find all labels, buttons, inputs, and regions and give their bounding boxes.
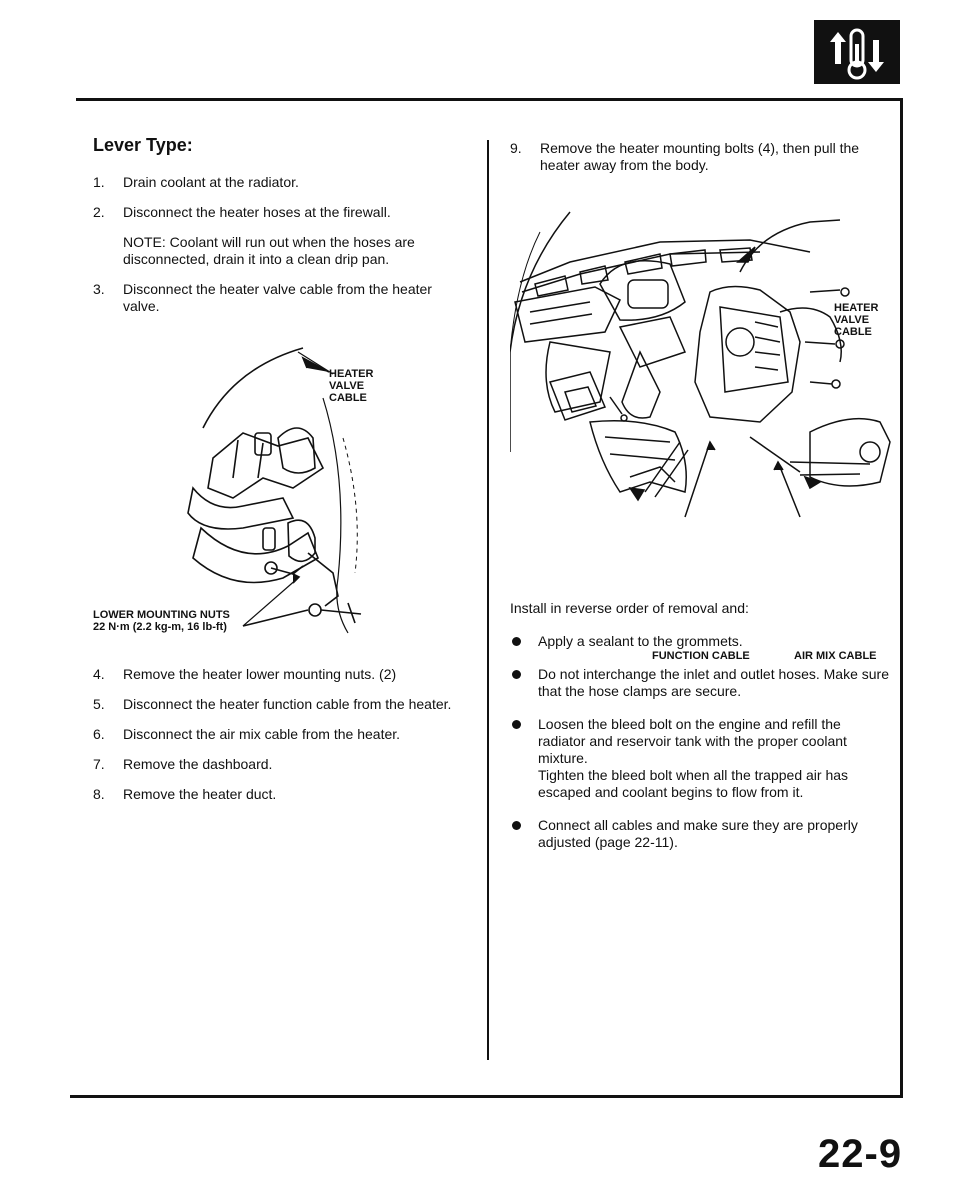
step-1: 1. Drain coolant at the radiator. (93, 174, 299, 190)
air-mix-cable-callout: AIR MIX CABLE (794, 650, 877, 662)
step-6: 6. Disconnect the air mix cable from the heater. (93, 726, 401, 742)
step-9: 9. Remove the heater mounting bolts (4), then pull the heater away from the body. (510, 140, 860, 173)
top-rule (76, 98, 902, 101)
page-number: 22-9 (818, 1132, 903, 1176)
column-divider (487, 140, 489, 1060)
right-rule (900, 98, 903, 1098)
bullet-dot-icon (510, 716, 538, 801)
function-cable-callout: FUNCTION CABLE (652, 650, 750, 662)
install-intro: Install in reverse order of removal and: (510, 600, 749, 616)
bullet-item: Apply a sealant to the grommets. (510, 633, 892, 650)
bullet-item: Do not interchange the inlet and outlet hoses. Make sure that the hose clamps are secure. (510, 666, 892, 700)
step-5: 5. Disconnect the heater function cable from the heater. (93, 696, 452, 712)
heater-unit-drawing (510, 192, 892, 574)
heater-temperature-icon (814, 20, 900, 84)
bullet-dot-icon (510, 817, 538, 851)
bottom-rule (70, 1095, 902, 1098)
heater-valve-drawing (93, 328, 465, 638)
bullet-item: Loosen the bleed bolt on the engine and refill the radiator and reservoir tank with the proper coolant mixture. Tighten the bleed bolt when all the trapped air has escaped and coolant begins to flow from it. (510, 716, 892, 801)
section-heading: Lever Type: (93, 135, 193, 155)
step-7: 7. Remove the dashboard. (93, 756, 273, 772)
step-4: 4. Remove the heater lower mounting nuts. (2) (93, 666, 397, 682)
step-3: 3. Disconnect the heater valve cable from the heater valve. (93, 281, 432, 314)
heater-valve-cable-callout-right: HEATER VALVE CABLE (834, 302, 879, 338)
bullet-item: Connect all cables and make sure they are properly adjusted (page 22-11). (510, 817, 892, 851)
coolant-note: NOTE: Coolant will run out when the hoses are disconnected, drain it into a clean drip pan. (123, 234, 415, 267)
bullet-dot-icon (510, 633, 538, 650)
left-column (93, 135, 465, 816)
step-2: 2. Disconnect the heater hoses at the firewall. (93, 204, 391, 220)
bullet-dot-icon (510, 666, 538, 700)
right-column (510, 140, 892, 867)
heater-valve-cable-callout: HEATER VALVE CABLE (329, 368, 374, 404)
lower-mounting-nuts-callout: LOWER MOUNTING NUTS 22 N·m (2.2 kg-m, 16 lb-ft) (93, 609, 230, 633)
heater-valve-illustration (93, 328, 465, 638)
step-8: 8. Remove the heater duct. (93, 786, 277, 802)
